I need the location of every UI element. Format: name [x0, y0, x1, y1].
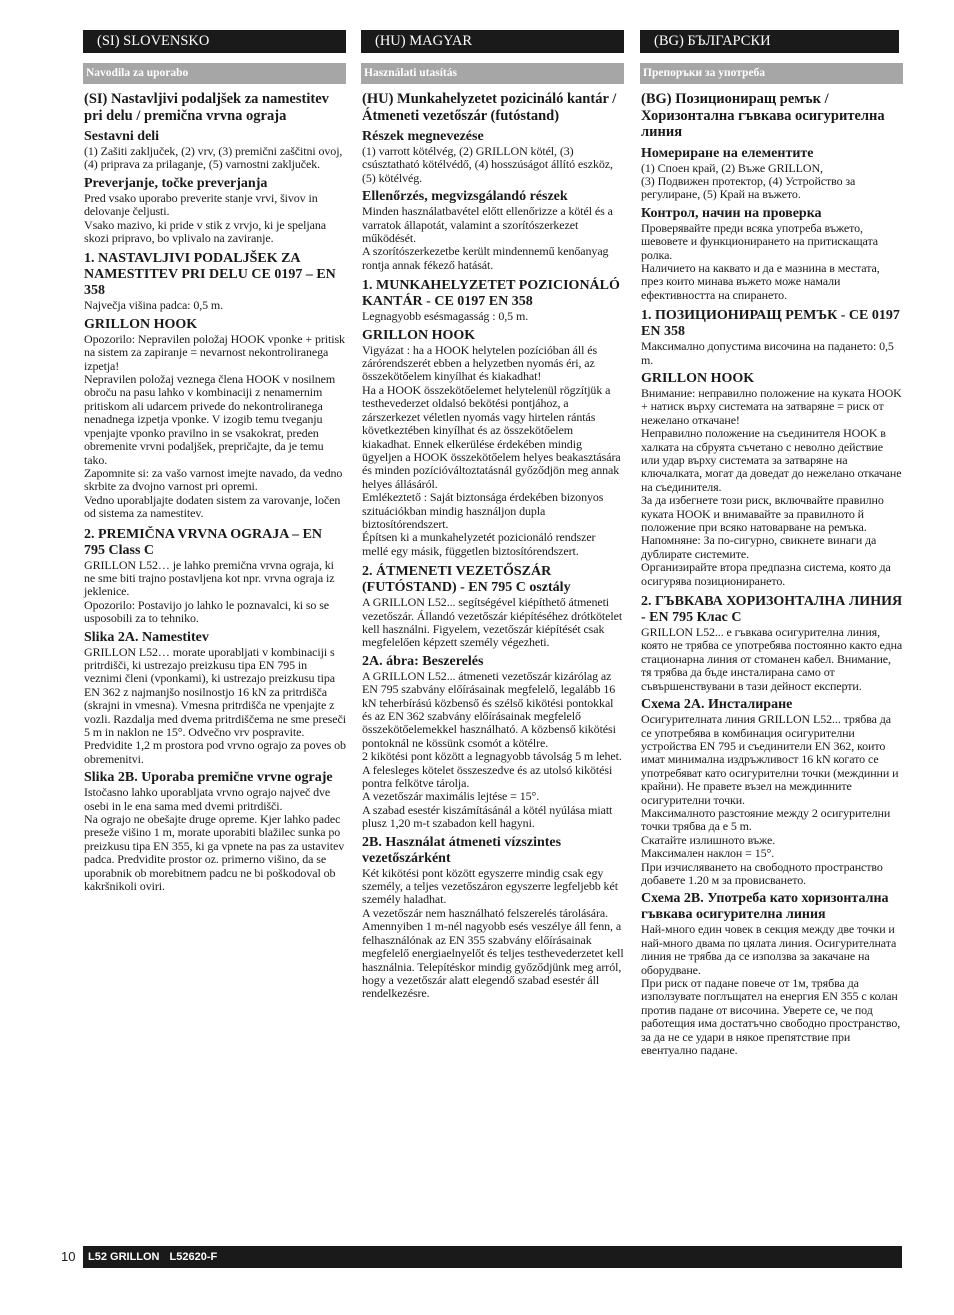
column-bulgarian [640, 30, 903, 1057]
subsection-text: A GRILLON L52... segítségével kiépíthető átmeneti vezetőszár. Állandó vezetőszár kiépítéséhez drótkötelet kell használni. Figyelem, vezetőszár kiépítését csak megfelelően képzett személy végezheti. [362, 595, 623, 650]
section-title: (SI) Nastavljivi podaljšek za namestitev pri delu / premična vrvna ograja [84, 91, 329, 124]
subsection-heading: Схема 2B. Употреба като хоризонтална гъвкава осигурителна линия [641, 891, 889, 923]
subsection-heading: 2A. ábra: Beszerelés [362, 653, 484, 669]
language-header: (HU) MAGYAR [361, 30, 624, 53]
subsection-text: Legnagyobb esésmagasság : 0,5 m. [362, 309, 529, 324]
subsection-text: Внимание: неправилно положение на куката HOOK + натиск върху системата на затваряне = риск от нежелано откачане! Неправилно положение на съединителя HOOK в халката на сбруята съчетано с неволно действие или удар върху системата за затваряне на ключалката, могат да доведат до нежелано откачане на съединителя. За да избегнете този риск, включвайте правилно куката HOOK и внимавайте за правилното й положение при всяко натоварване на ремъка. Напомняне: За по-сигурно, свикнете винаги да дублирате системите. Организирайте втора предпазна система, която да осигурява позиционирането. [641, 385, 902, 588]
subsection-heading: Sestavni deli [84, 129, 160, 144]
subsection-text: GRILLON L52... е гъвкава осигурителна линия, която не трябва се употребява постоянно както една стационарна линия от стоманен кабел. Внимание, тя трябва да бъде инсталирана само от съвършенствувани в тази дейност експерти. [641, 625, 903, 693]
column-hungarian [361, 30, 624, 1001]
subsection-text: (1) Zašiti zaključek, (2) vrv, (3) premični zaščitni ovoj, (4) priprava za prilaganje, (5) varnostni zaključek. [84, 144, 343, 172]
subsection-heading: Részek megnevezése [362, 129, 484, 144]
subsection-text: GRILLON L52… je lahko premična vrvna ograja, ki ne sme biti trajno postavljena kot npr. vrvna ograja iz jeklenice. Opozorilo: Postavijo jo lahko le poznavalci, ki so se usposobili za to tehniko. [84, 557, 335, 626]
language-header: (BG) БЪЛГАРСКИ [640, 30, 899, 53]
footer-bar [83, 1246, 902, 1268]
subsection-heading: Номериране на елементите [641, 145, 814, 161]
subsection-heading: 2. ÁTMENETI VEZETŐSZÁR (FUTÓSTAND) - EN 795 C osztály [362, 564, 571, 596]
column-slovenian [83, 30, 346, 893]
subsection-text: Két kikötési pont között egyszerre mindig csak egy személy, a teljes vezetőszáron egyszerre legfeljebb két személy haladhat. A vezetőszár nem használható felszerelés tárolására. Amennyiben 1 m-nél nagyobb esés veszélye áll fenn, a felhasználónak az EN 355 szabvány előírásainak megfelelő energiaelnyelőt és teljes testhevederzetet kell használnia. Telepítéskor mindig győződjünk meg arról, hogy a vezetőszár alatt elegendő szabad esestér áll rendelkezésre. [362, 865, 624, 1001]
subsection-text: Осигурителната линия GRILLON L52... трябва да се употребява в комбинация осигурителни устройства EN 795 и съединители EN 362, които имат минимална издръжливост 16 kN когато се употребяват като осигурителни точки (междинни и крайни). Не правете възел на междинните осигурителни точки. Максималното разстояние между 2 осигурителни точки трябва да е 5 m. Скатайте излишното въже. Максимален наклон = 15°. При изчисляването на свободното пространство добавете 1.20 м за провисването. [641, 712, 899, 887]
subsection-heading: GRILLON HOOK [84, 316, 198, 332]
instructions-subheader: Navodila za uporabo [83, 63, 346, 84]
subsection-heading: GRILLON HOOK [641, 370, 755, 386]
subsection-heading: 1. MUNKAHELYZETET POZICIONÁLÓ KANTÁR - CE 0197 EN 358 [362, 278, 620, 310]
subsection-heading: Slika 2B. Uporaba premične vrvne ograje [84, 770, 333, 786]
subsection-text: A GRILLON L52... átmeneti vezetőszár kizárólag az EN 795 szabvány előírásainak megfelelő, legalább 16 kN teherbírású közbenső és szélső kikötési pontokkal és az EN 362 szabvány előírásainak megfelelő összekötőelemekkel használható. A közbenső kikötési pontoknál ne kössünk csomót a kötélre. 2 kikötési pont között a legnagyobb távolság 5 m lehet. A felesleges kötelet összeszedve és az utolsó kikötési pontra felkötve tárolja. A vezetőszár maximális lejtése = 15°. A szabad esestér kiszámításánál a kötél nyúlása miatt plusz 1,20 m-t szabadon kell hagyni. [362, 668, 622, 831]
page-number: 10 [61, 1249, 76, 1264]
subsection-heading: Контрол, начин на проверка [641, 205, 822, 221]
subsection-text: Opozorilo: Nepravilen položaj HOOK vponke + pritisk na sistem za zapiranje = nevarnost nekontroliranega izpetja! Nepravilen položaj veznega člena HOOK v nosilnem obroču na pasu lahko v kombinaciji z nenamernim pritiskom ali udarcem privede do nekontroliranega nenadnega izpetja vponke. V izogib temu tveganju vpenjajte vponko pravilno in se vsakokrat, preden obremenite vrvni podaljšek, prepričajte, da je temu tako. Zapomnite si: za vašo varnost imejte navado, da vedno skrbite za dvojno varnost pri opremi. Vedno uporabljajte dodaten sistem za varovanje, ločen od sistema za namestitev. [84, 331, 345, 521]
subsection-text: (1) Споен край, (2) Въже GRILLON, (3) Подвижен протектор, (4) Устройство за регулиране, (5) Край на въжето. [641, 160, 856, 202]
subsection-text: GRILLON L52… morate uporabljati v kombinaciji s pritrdišči, ki ustrezajo preizkusu tipa EN 795 in veznimi členi (vponkami), ki ustrezajo preizkusu tipa EN 362 z najmanjšo nosilnostjo 16 kN za pritrdišča (skrajni in vmesna). Vmesna pritrdišča ne vpenjajte z vozli. Razdalja med dvema pritrdiščema ne sme preseči 5 m in naklon ne 15°. Odvečno vrv pospravite. Predvidite 1,2 m prostora pod vrvno ograjo za poves ob obremenitvi. [84, 644, 346, 766]
subsection-heading: Схема 2A. Инсталиране [641, 697, 793, 713]
subsection-heading: Ellenőrzés, megvizsgálandó részek [362, 189, 568, 205]
subsection-heading: 2. PREMIČNA VRVNA OGRAJA – EN 795 Class C [84, 526, 323, 558]
section-title: (BG) Позициониращ ремък / Хоризонтална гъвкава осигурителна линия [641, 91, 885, 140]
subsection-text: Pred vsako uporabo preverite stanje vrvi, šivov in delovanje čeljusti. Vsako mazivo, ki pride v stik z vrvjo, ki je speljana skozi pripravo, bo vplivalo na zaviranje. [84, 190, 326, 246]
instructions-subheader: Használati utasítás [361, 63, 624, 84]
footer-product: L52 GRILLON [88, 1251, 160, 1263]
instructions-subheader: Препоръки за употреба [640, 63, 903, 84]
subsection-heading: Slika 2A. Namestitev [84, 629, 209, 645]
language-header: (SI) SLOVENSKO [83, 30, 346, 53]
subsection-text: Vigyázat : ha a HOOK helytelen pozícióban áll és zárórendszerét ebben a helyzetben nyomás éri, az összekötőelem kinyílhat és kiakadhat! Ha a HOOK összekötőelemet helytelenül rögzítjük a testhevederzet oldalsó bekötési pontjához, a zárszerkezet véletlen nyomás vagy hirtelen rántás következtében kinyílhat és az összekötőelem kiakadhat. Ennek elkerülése érdekében mindig ügyeljen a HOOK összekötőelem helyes beakasztására és minden pozícióváltoztatásnál győződjön meg annak helyes állásáról. Emlékeztető : Saját biztonsága érdekében bizonyos szituációkban mindig használjon dupla biztosítórendszert. Építsen ki a munkahelyzetét pozicionáló rendszer mellé egy másik, független biztosítórendszert. [362, 342, 621, 558]
subsection-heading: 1. ПОЗИЦИОНИРАЩ РЕМЪК - CE 0197 EN 358 [641, 308, 900, 340]
subsection-text: Minden használatbavétel előtt ellenőrizze a kötél és a varratok állapotát, valamint a szorítószerkezet működését. A szorítószerkezetbe került mindennemű kenőanyag rontja annak fékező hatását. [362, 204, 613, 272]
subsection-text: Istočasno lahko uporabljata vrvno ograjo največ dve osebi in le ena sama med dvemi pritrdišči. Na ograjo ne obešajte druge opreme. Kjer lahko padec preseže višino 1 m, morate uporabiti blažilec sunka po preizkusu tipa EN 355, ki ga vpnete na pas za ustavitev padca. Predvidite prostor oz. primerno višino, da se uporabnik ob morebitnem padcu ne bi poškodoval ob kakršnikoli oviri. [84, 785, 345, 894]
subsection-text: (1) varrott kötélvég, (2) GRILLON kötél, (3) csúsztatható kötélvédő, (4) hosszúságot állító eszköz, (5) kötélvég. [362, 144, 613, 185]
subsection-text: Največja višina padca: 0,5 m. [84, 298, 224, 313]
subsection-text: Максимално допустима височина на падането: 0,5 m. [641, 339, 894, 367]
subsection-heading: 1. NASTAVLJIVI PODALJŠEK ZA NAMESTITEV PRI DELU CE 0197 – EN 358 [84, 251, 336, 299]
subsection-heading: 2B. Használat átmeneti vízszintes vezetőszárként [362, 834, 562, 866]
section-title: (HU) Munkahelyzetet pozicináló kantár / Átmeneti vezetőszár (futóstand) [362, 91, 617, 124]
subsection-text: Най-много един човек в секция между две точки и най-много двама по цялата линия. Осигурителната линия не трябва да се използва за закачане на оборудване. При риск от падане повече от 1м, трябва да използувате поглъщател на енергия EN 355 с колан против падане от височина. Уверете се, че под работещия има достатъчно свободно пространство, за да не се удари в някое препятствие при евентуално падане. [641, 922, 901, 1058]
footer-code: L52620-F [169, 1251, 218, 1263]
subsection-heading: Preverjanje, točke preverjanja [84, 175, 268, 191]
subsection-heading: 2. ГЪВКАВА ХОРИЗОНТАЛНА ЛИНИЯ - EN 795 Клас C [641, 594, 903, 626]
subsection-text: Проверявайте преди всяка употреба въжето, шевовете и функционирането на притискащата ролка. Наличието на каквато и да е мазнина в местата, през които минава въжето може намали ефективността на спирането. [641, 220, 880, 302]
subsection-heading: GRILLON HOOK [362, 327, 476, 343]
